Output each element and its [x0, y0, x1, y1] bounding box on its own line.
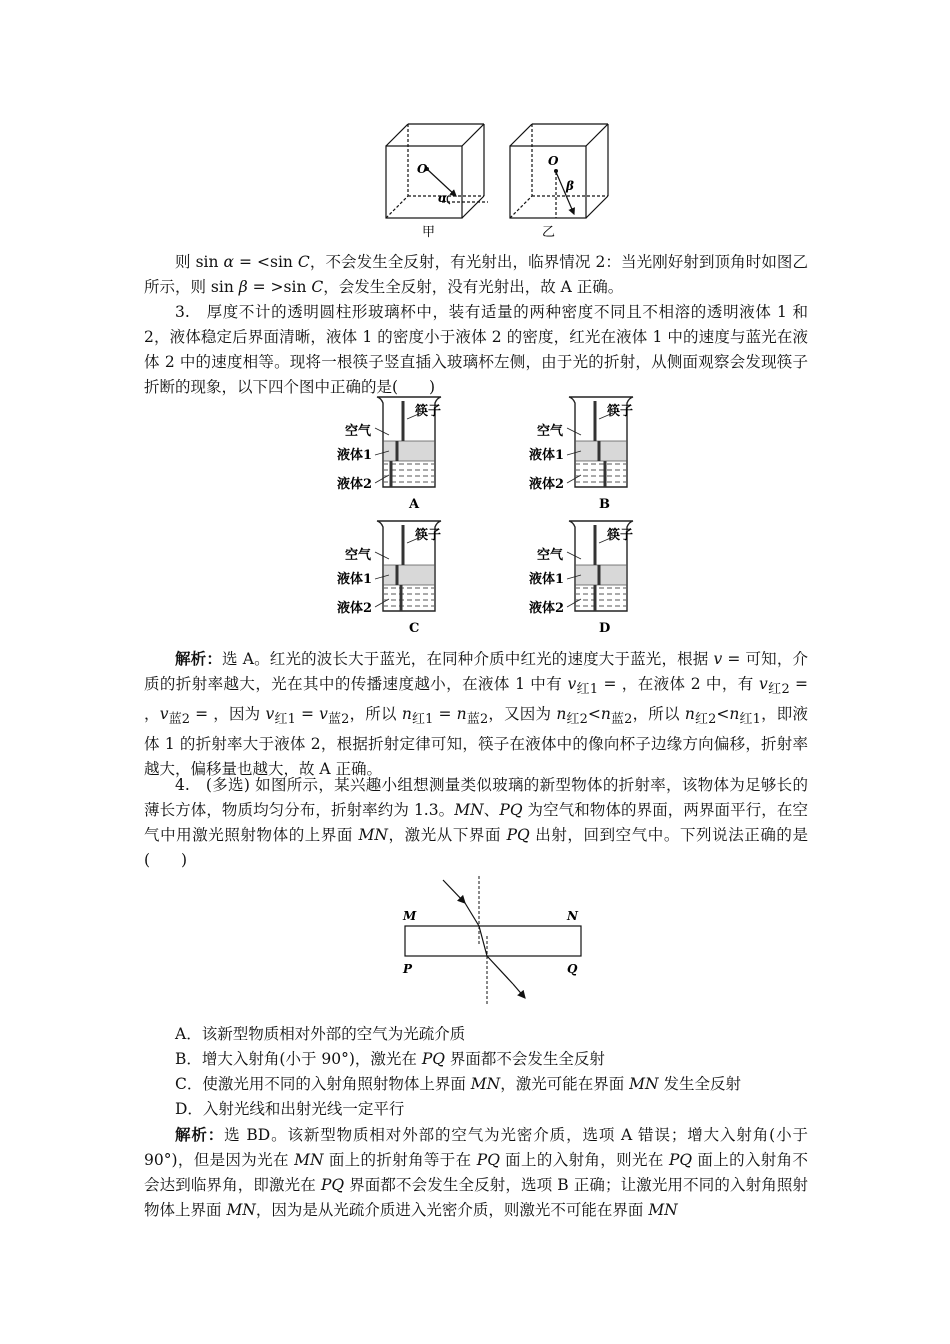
- label-chopstick: 筷子: [415, 404, 442, 419]
- option-4b: B．增大入射角(小于 90°)，激光在 PQ 界面都不会发生全反射: [175, 1050, 605, 1068]
- beaker-option-c: [337, 521, 441, 636]
- label-chopstick: 筷子: [607, 528, 634, 543]
- label-air: 空气: [345, 424, 372, 439]
- caption-jia: 甲: [422, 225, 436, 240]
- label-liquid2: 液体2: [337, 601, 373, 616]
- cube-right: [510, 124, 608, 218]
- option-4c: C．使激光用不同的入射角照射物体上界面 MN，激光可能在界面 MN 发生全反射: [175, 1075, 742, 1093]
- label-liquid1: 液体1: [337, 448, 373, 463]
- label-beta: β: [566, 179, 574, 193]
- label-m: M: [403, 909, 417, 923]
- beaker-option-a: [337, 397, 441, 512]
- option-label-d: D: [599, 621, 611, 636]
- caption-yi: 乙: [542, 225, 556, 240]
- label-air: 空气: [537, 424, 564, 439]
- label-chopstick: 筷子: [415, 528, 442, 543]
- beaker-figure: [335, 395, 655, 637]
- slab: [405, 926, 581, 956]
- solution-3: 解析：选 A。红光的波长大于蓝光，在同种介质中红光的速度大于蓝光，根据 v = 可知，介质的折射率越大，光在其中的传播速度越小，在液体 1 中有 $v_{红1}$ = ，在液体 2 中，有 $v_{红2}$ = ，$v_{蓝2}$ = ，因为 $v_{红1} = v_{蓝2}$，所以 $n_{红1} = n_{蓝2}$，又因为 $n_{红2}<n_{蓝2}$，所以 $n_{红2}<n_{红1}$，即液体 1 的折射率大于液体 2，根据折射定律可知，筷子在液体中的像向杯子边缘方向偏移，折射率越大，偏移量也越大，故 A 正确。: [144, 649, 808, 779]
- label-alpha: α: [438, 191, 448, 205]
- option-4a: A．该新型物质相对外部的空气为光疏介质: [175, 1025, 466, 1043]
- label-o-right: O: [548, 154, 559, 168]
- cube-left: [386, 124, 488, 218]
- label-liquid2: 液体2: [337, 477, 373, 492]
- label-chopstick: 筷子: [607, 404, 634, 419]
- label-liquid1: 液体1: [529, 572, 565, 587]
- solution-4: 解析：选 BD。该新型物质相对外部的空气为光密介质，选项 A 错误；增大入射角(小于 90°)，但是因为光在 MN 面上的折射角等于在 PQ 面上的入射角，则光在 PQ 面上的入射角不会达到临界角，即激光在 PQ 界面都不会发生全反射，选项 B 正确；让激光用不同的入射角照射物体上界面 MN，因为是从光疏介质进入光密介质，则激光不可能在界面 MN: [144, 1125, 808, 1219]
- label-liquid2: 液体2: [529, 477, 565, 492]
- label-liquid2: 液体2: [529, 601, 565, 616]
- para-critical-case: 则 sin α = <sin C，不会发生全反射，有光射出，临界情况 2：当光刚好射到顶角时如图乙所示，则 sin β = >sin C，会发生全反射，没有光射出，故 A 正确。: [144, 253, 808, 296]
- label-n: N: [567, 909, 578, 923]
- option-4d: D．入射光线和出射光线一定平行: [175, 1100, 405, 1118]
- slab-figure: [395, 872, 590, 1007]
- beaker-option-d: [529, 521, 633, 636]
- label-air: 空气: [537, 548, 564, 563]
- label-air: 空气: [345, 548, 372, 563]
- question-4: 4. (多选) 如图所示，某兴趣小组想测量类似玻璃的新型物体的折射率，该物体为足够长的薄长方体，物质均匀分布，折射率约为 1.3。MN、PQ 为空气和物体的界面，两界面平行，在空气中用激光照射物体的上界面 MN，激光从下界面 PQ 出射，回到空气中。下列说法正确的是( ): [144, 776, 808, 869]
- label-liquid1: 液体1: [529, 448, 565, 463]
- option-label-b: B: [599, 497, 610, 512]
- label-p: P: [403, 962, 413, 976]
- label-liquid1: 液体1: [337, 572, 373, 587]
- label-q: Q: [567, 962, 578, 976]
- option-label-c: C: [409, 621, 420, 636]
- question-3: 3. 厚度不计的透明圆柱形玻璃杯中，装有适量的两种密度不同且不相溶的透明液体 1 和 2，液体稳定后界面清晰，液体 1 的密度小于液体 2 的密度，红光在液体 1 中的速度与蓝光在液体 2 中的速度相等。现将一根筷子竖直插入玻璃杯左侧，由于光的折射，从侧面观察会发现筷子折断的现象，以下四个图中正确的是( ): [144, 303, 808, 396]
- cube-figure: [380, 118, 610, 242]
- label-o-left: O: [417, 162, 428, 176]
- beaker-option-b: [529, 397, 633, 512]
- option-label-a: A: [409, 497, 420, 512]
